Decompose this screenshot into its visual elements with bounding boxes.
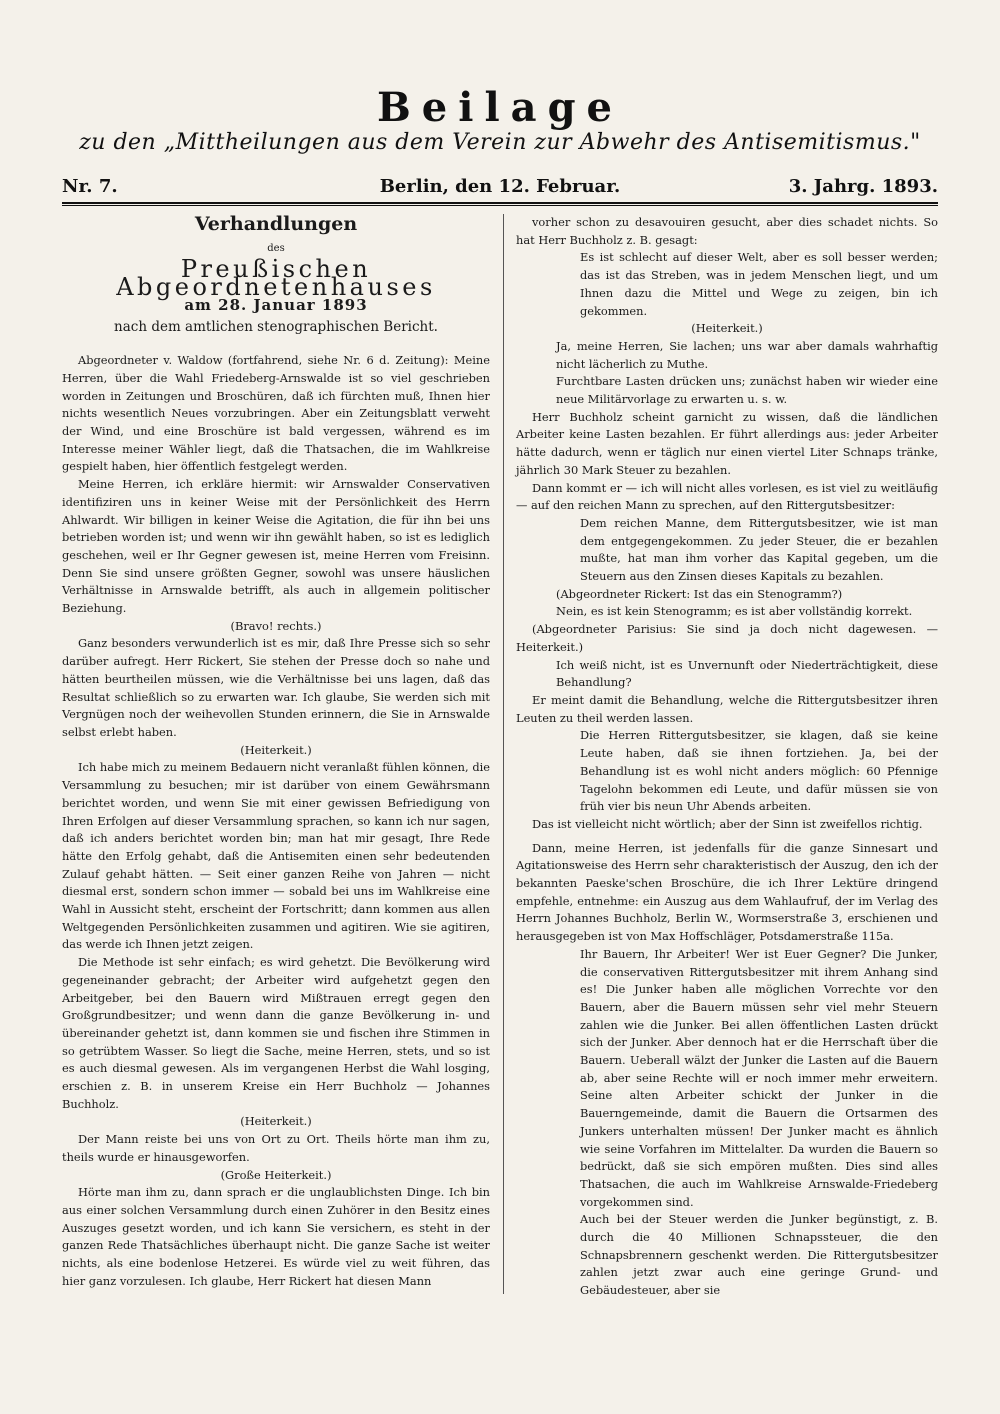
stage-direction: (Heiterkeit.): [240, 1114, 312, 1129]
body-paragraph: Ganz besonders verwunderlich ist es mir, daß Ihre Presse sich so sehr darüber aufregt. Herr Rickert, Sie stehen der Presse doch so nahe und hätten beurtheilen müssen, wie die Verhältnisse bei uns lagen, daß das Resultat schließlich so zu erwarten war. Ich glaube, Sie werden sich mit Vergnügen noch der weihevollen Stunden erinnern, die Sie in Arnswalde selbst erlebt haben.: [62, 636, 490, 739]
body-paragraph: Dann kommt er — ich will nicht alles vorlesen, es ist viel zu weitläufig — auf den reichen Mann zu sprechen, auf den Rittergutsbesitzer:: [516, 480, 938, 513]
quoted-line: (Abgeordneter Rickert: Ist das ein Stenogramm?): [556, 586, 843, 601]
quoted-line: Furchtbare Lasten drücken uns; zunächst haben wir wieder eine neue Militärvorlage zu erwarten u. s. w.: [556, 374, 938, 407]
section-heading-des: des: [267, 242, 285, 254]
quoted-line: Ich weiß nicht, ist es Unvernunft oder Niederträchtigkeit, diese Behandlung?: [556, 657, 938, 690]
stage-direction: (Große Heiterkeit.): [220, 1167, 332, 1182]
issue-date: Berlin, den 12. Februar.: [379, 176, 621, 197]
body-paragraph: Herr Buchholz scheint garnicht zu wissen, daß die ländlichen Arbeiter keine Lasten bezahlen. Er führt allerdings aus: jeder Arbeiter hätte dadurch, wenn er täglich nur einen viertel Liter Schnaps tränke, jährlich 30 Mark Steuer zu bezahlen.: [516, 409, 938, 477]
body-paragraph: Die Methode ist sehr einfach; es wird gehetzt. Die Bevölkerung wird gegeneinander gebracht; der Arbeiter wird aufgehetzt gegen den Arbeitgeber, bei den Bauern wird Mißtrauen erregt gegen den Großgrundbesitzer; und wenn dann die ganze Bevölkerung in- und übereinander gehetzt ist, dann kommen sie und fischen ihre Stimmen in so getrübtem Wasser. So liegt die Sache, meine Herren, stets, und so ist es auch diesmal gewesen. Als im vergangenen Herbst die Wahl losging, erschien z. B. in unserem Kreise ein Herr Buchholz — Johannes Buchholz.: [62, 955, 490, 1111]
header-rule-thin: [62, 205, 938, 206]
column-divider: [503, 214, 504, 1294]
column-left: [62, 214, 490, 1290]
left-body-text: [62, 352, 490, 1290]
body-paragraph: Das ist vielleicht nicht wörtlich; aber der Sinn ist zweifellos richtig.: [532, 816, 923, 831]
stage-direction: (Bravo! rechts.): [230, 618, 322, 633]
quoted-passage: Die Herren Rittergutsbesitzer, sie klagen, daß sie keine Leute haben, daß sie ihnen fortziehen. Ja, bei der Behandlung ist es wohl nicht anders möglich: 60 Pfennige Tagelohn bekommen edi Leute, und dafür müssen sie von früh vier bis neun Uhr Abends arbeiten.: [580, 728, 938, 814]
quoted-passage: Dem reichen Manne, dem Rittergutsbesitzer, wie ist man dem entgegengekommen. Zu jeder Steuer, die er bezahlen mußte, hat man ihm vorher das Kapital gegeben, um die Steuern aus den Zinsen dieses Kapitals zu bezahlen.: [580, 515, 938, 584]
column-right: [516, 214, 938, 1300]
body-paragraph: Meine Herren, ich erkläre hiermit: wir Arnswalder Conservativen identifiziren uns in keiner Weise mit der Persönlichkeit des Herrn Ahlwardt. Wir billigen in keiner Weise die Agitation, die für ihn bei uns betrieben worden ist; und wenn wir ihn gewählt haben, so ist es lediglich geschehen, weil er Ihr Gegner gewesen ist, meine Herren vom Freisinn. Denn Sie sind unsere größten Gegner, sowohl was unsere häuslichen Verhältnisse in Arnswalde betrifft, als auch in allgemein politischer Beziehung.: [62, 477, 490, 616]
quoted-passage: Ihr Bauern, Ihr Arbeiter! Wer ist Euer Gegner? Die Junker, die conservativen Rittergutsbesitzer mit ihrem Anhang sind es! Die Junker haben alle möglichen Vorrechte vor den Bauern, aber die Bauern müssen sehr viel mehr Steuern zahlen wie die Junker. Bei allen öffentlichen Lasten drückt sich der Junker. Aber dennoch hat er die Herrschaft über die Bauern. Ueberall wälzt der Junker die Lasten auf die Bauern ab, aber seine Rechte will er noch immer mehr erweitern. Seine alten Arbeiter schickt der Junker in die Bauerngemeinde, damit die Bauern die Ortsarmen des Junkers unterhalten müssen! Der Junker macht es ähnlich wie seine Vorfahren im Mittelalter. Da wurden die Bauern so bedrückt, daß sie sich empören mußten. Dies sind alles Thatsachen, die auch im Wahlkreise Arnswalde-Friedeberg vorgekommen sind.: [580, 946, 938, 1209]
report-source: nach dem amtlichen stenographischen Bericht.: [114, 318, 438, 335]
body-paragraph: vorher schon zu desavouiren gesucht, aber dies schadet nichts. So hat Herr Buchholz z. B. gesagt:: [516, 215, 938, 247]
stage-direction: (Heiterkeit.): [691, 321, 763, 336]
right-body-text: [516, 214, 938, 1300]
body-paragraph: Ich habe mich zu meinem Bedauern nicht veranlaßt fühlen können, die Versammlung zu besuchen; mir ist darüber von einem Gewährsmann berichtet worden, und wenn Sie mit einer gewissen Befriedigung von Ihren Erfolgen auf dieser Versammlung sprachen, so kann ich nur sagen, daß ich anders berichtet worden bin; man hat mir gesagt, Ihre Rede hätte den Erfolg gehabt, daß die Antisemiten einen sehr bedeutenden Zulauf gehabt hätten. — Seit einer ganzen Reihe von Jahren — nicht diesmal erst, sondern schon immer — sobald bei uns im Wahlkreise eine Wahl in Aussicht steht, erscheint der Fortschritt; dann kommen aus allen Weltgegenden Persönlichkeiten zusammen und agitiren. Wie sie agitiren, das werde ich Ihnen jetzt zeigen.: [62, 760, 490, 952]
quoted-passage: Auch bei der Steuer werden die Junker begünstigt, z. B. durch die 40 Millionen Schnapssteuer, die den Schnapsbrennern geschenkt werden. Die Rittergutsbesitzer zahlen jetzt zwar auch eine geringe Grund- und Gebäudesteuer, aber sie: [580, 1212, 938, 1298]
stage-direction: (Heiterkeit.): [240, 742, 312, 757]
body-paragraph: (Abgeordneter Parisius: Sie sind ja doch nicht dagewesen. — Heiterkeit.): [516, 622, 938, 654]
quoted-passage: Es ist schlecht auf dieser Welt, aber es soll besser werden; das ist das Streben, was in jedem Menschen liegt, und um Ihnen dazu die Mittel und Wege zu zeigen, bin ich gekommen.: [580, 250, 938, 318]
page-subtitle: zu den „Mittheilungen aus dem Verein zur Abwehr des Antisemitismus.": [79, 130, 921, 155]
issue-number: Nr. 7.: [62, 176, 118, 197]
quoted-line: Nein, es ist kein Stenogramm; es ist aber vollständig korrekt.: [556, 604, 913, 619]
quoted-line: Ja, meine Herren, Sie lachen; uns war aber damals wahrhaftig nicht lächerlich zu Muthe.: [556, 338, 938, 371]
body-paragraph: Abgeordneter v. Waldow (fortfahrend, siehe Nr. 6 d. Zeitung): Meine Herren, über die Wahl Friedeberg-Arnswalde ist so viel geschrieben worden in Zeitungen und Broschüren, daß ich fürchten muß, Ihnen hier nichts wesentlich Neues vorzubringen. Aber ein Zeitungsblatt verweht der Wind, und eine Broschüre ist bald vergessen, während es im Interesse meiner Wähler liegt, daß die Thatsachen, die im Wahlkreise gespielt haben, hier öffentlich festgelegt werden.: [62, 353, 490, 474]
header-rule: [62, 202, 938, 204]
session-date: am 28. Januar 1893: [184, 295, 368, 314]
section-heading-parliament: Preußischen Abgeordnetenhauses: [116, 255, 436, 302]
page-title: Beilage: [377, 84, 623, 131]
body-paragraph: Er meint damit die Behandlung, welche die Rittergutsbesitzer ihren Leuten zu theil werden lassen.: [516, 692, 938, 725]
body-paragraph: Dann, meine Herren, ist jedenfalls für die ganze Sinnesart und Agitationsweise des Herrn sehr charakteristisch der Auszug, den ich der bekannten Paeske'schen Broschüre, die ich Ihrer Lektüre dringend empfehle, entnehme: ein Auszug aus dem Wahlaufruf, der im Verlag des Herrn Johannes Buchholz, Berlin W., Wormserstraße 3, erschienen und herausgegeben ist von Max Hoffschläger, Potsdamerstraße 115a.: [516, 840, 938, 944]
issue-year: 3. Jahrg. 1893.: [788, 176, 938, 197]
section-heading: Verhandlungen: [194, 213, 358, 235]
body-paragraph: Der Mann reiste bei uns von Ort zu Ort. Theils hörte man ihm zu, theils wurde er hinausgeworfen.: [62, 1132, 490, 1164]
body-paragraph: Hörte man ihm zu, dann sprach er die unglaublichsten Dinge. Ich bin aus einer solchen Versammlung durch einen Zuhörer in den Besitz eines Auszuges gesetzt worden, und ich kann Sie versichern, es steht in der ganzen Rede Thatsächliches überhaupt nicht. Die ganze Sache ist weiter nichts, als eine bodenlose Hetzerei. Es würde viel zu weit führen, das hier ganz vorzulesen. Ich glaube, Herr Rickert hat diesen Mann: [62, 1185, 490, 1288]
